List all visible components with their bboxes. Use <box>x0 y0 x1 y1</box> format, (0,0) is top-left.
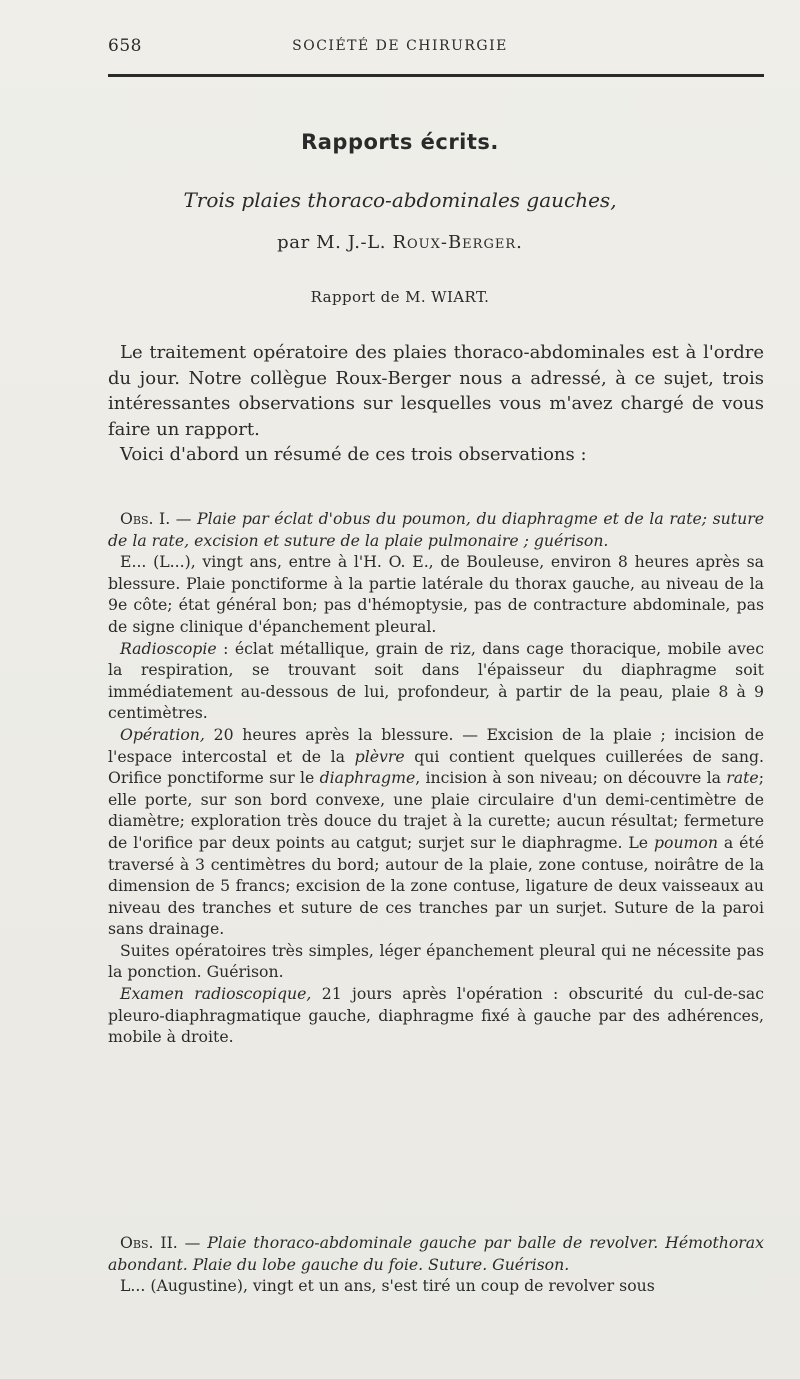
obs2-paragraph-1: L... (Augustine), vingt et un ans, s'est tiré un coup de revolver sous <box>120 1276 655 1296</box>
obs1-operation <box>108 724 764 940</box>
obs1-examen <box>108 983 764 1048</box>
observation-1 <box>108 508 764 1048</box>
byline-prefix: par M. J.-L. <box>277 232 387 253</box>
byline <box>0 232 800 253</box>
obs1-title: Plaie par éclat d'obus du poumon, du diaphragme et de la rate; suture de la rate, excision et suture de la plaie pulmonaire ; guérison. <box>108 509 764 550</box>
op-term-plevre: plèvre <box>354 746 405 766</box>
obs2-dash: — <box>177 1233 208 1252</box>
exam-text: 21 jours après l'opération : obscurité du cul-de-sac pleuro-diaphragmatique gauche, diaphragme fixé à gauche par des adhérences, mobile à droite. <box>108 984 765 1047</box>
obs1-radioscopie <box>108 638 764 724</box>
op-text-1: 20 heures après la blessure. — Excision de la plaie ; incision de l'espace intercostal et de la <box>108 724 764 766</box>
op-label: Opération, <box>120 724 205 744</box>
exam-label: Examen radioscopique, <box>120 984 312 1004</box>
reporter-line: Rapport de M. WIART. <box>310 288 490 306</box>
intro-paragraph-2: Voici d'abord un résumé de ces trois observations : <box>120 444 587 466</box>
obs1-dash: — <box>170 509 198 528</box>
page-number: 658 <box>108 36 142 56</box>
radio-text: : éclat métallique, grain de riz, dans cage thoracique, mobile avec la respiration, se trouvant soit dans l'épaisseur du diaphragme soit immédiatement au-dessous de lui, profondeur, à partir de la peau, plaie 8 à 9 centimètres. <box>108 638 764 723</box>
op-term-diaphragme: diaphragme <box>319 768 416 788</box>
obs1-suites: Suites opératoires très simples, léger épanchement pleural qui ne nécessite pas la ponction. Guérison. <box>108 940 764 982</box>
obs1-label: Obs. I. <box>120 509 171 528</box>
radio-label: Radioscopie <box>120 638 217 658</box>
op-text-4: ; elle porte, sur son bord convexe, une plaie circulaire d'un demi-centimètre de diamètre; exploration très douce du trajet à la curette; aucun résultat; fermeture de l'orifice par deux points au catgut; surjet sur le diaphragme. Le <box>108 768 764 852</box>
op-text-2: qui contient quelques cuillerées de sang. Orifice ponctiforme sur le <box>108 746 764 788</box>
running-title: SOCIÉTÉ DE CHIRURGIE <box>292 38 508 54</box>
obs2-title: Plaie thoraco-abdominale gauche par balle de revolver. Hémothorax abondant. Plaie du lobe gauche du foie. Suture. Guérison. <box>108 1233 764 1274</box>
section-title: Rapports écrits. <box>301 130 499 154</box>
op-term-poumon: poumon <box>653 832 718 852</box>
obs2-heading <box>108 1232 764 1275</box>
intro <box>108 340 764 468</box>
header-rule <box>108 74 764 77</box>
article-title: Trois plaies thoraco-abdominales gauches, <box>183 188 617 212</box>
observation-2 <box>108 1232 764 1297</box>
op-term-rate: rate <box>726 768 759 788</box>
byline-author: Roux-Berger. <box>392 232 523 253</box>
obs2-label: Obs. II. <box>120 1233 178 1252</box>
intro-paragraph-1: Le traitement opératoire des plaies thoraco-abdominales est à l'ordre du jour. Notre collègue Roux-Berger nous a adressé, à ce sujet, trois intéressantes observations sur lesquelles vous m'avez chargé de vous faire un rapport. <box>108 342 764 440</box>
obs1-heading <box>108 508 764 551</box>
op-text-5: a été traversé à 3 centimètres du bord; autour de la plaie, zone contuse, noirâtre de la dimension de 5 francs; excision de la zone contuse, ligature de deux vaisseaux au niveau des tranches et suture de ces tranches par un surjet. Suture de la paroi sans drainage. <box>108 832 764 939</box>
obs1-paragraph-1: E... (L...), vingt ans, entre à l'H. O. E., de Bouleuse, environ 8 heures après sa blessure. Plaie ponctiforme à la partie latérale du thorax gauche, au niveau de la 9e côte; état général bon; pas d'hémoptysie, pas de contracture abdominale, pas de signe clinique d'épanchement pleural. <box>108 552 764 636</box>
op-text-3: , incision à son niveau; on découvre la <box>415 768 727 788</box>
